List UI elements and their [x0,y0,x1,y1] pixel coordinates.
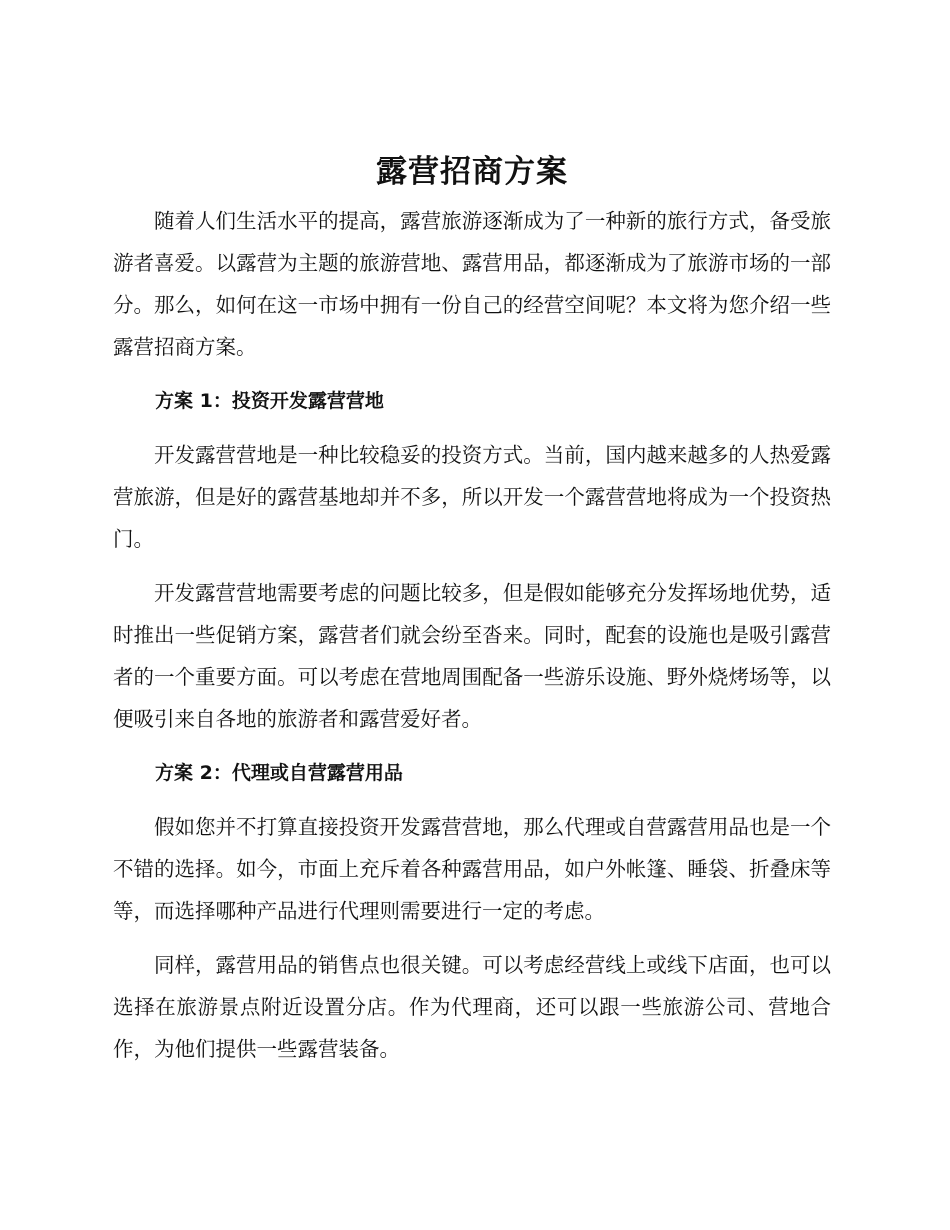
section-1-paragraph-2: 开发露营营地需要考虑的问题比较多，但是假如能够充分发挥场地优势，适时推出一些促销方案，露营者们就会纷至沓来。同时，配套的设施也是吸引露营者的一个重要方面。可以考虑在营地周围配备一些游乐设施、野外烧烤场等，以便吸引来自各地的旅游者和露营爱好者。 [113,581,831,731]
document-title: 露营招商方案 [376,154,568,190]
section-heading-plan-2: 方案 2：代理或自营露营用品 [155,762,403,784]
section-heading-plan-1: 方案 1：投资开发露营营地 [155,390,384,412]
intro-paragraph: 随着人们生活水平的提高，露营旅游逐渐成为了一种新的旅行方式，备受旅游者喜爱。以露营为主题的旅游营地、露营用品，都逐渐成为了旅游市场的一部分。那么，如何在这一市场中拥有一份自己的经营空间呢？本文将为您介绍一些露营招商方案。 [113,209,831,359]
document-page [113,150,831,1070]
section-1-paragraph-1: 开发露营营地是一种比较稳妥的投资方式。当前，国内越来越多的人热爱露营旅游，但是好的露营基地却并不多，所以开发一个露营营地将成为一个投资热门。 [113,443,831,551]
section-2-paragraph-1: 假如您并不打算直接投资开发露营营地，那么代理或自营露营用品也是一个不错的选择。如今，市面上充斥着各种露营用品，如户外帐篷、睡袋、折叠床等等，而选择哪种产品进行代理则需要进行一定的考虑。 [113,815,831,923]
section-2-paragraph-2: 同样，露营用品的销售点也很关键。可以考虑经营线上或线下店面，也可以选择在旅游景点附近设置分店。作为代理商，还可以跟一些旅游公司、营地合作，为他们提供一些露营装备。 [113,953,831,1061]
